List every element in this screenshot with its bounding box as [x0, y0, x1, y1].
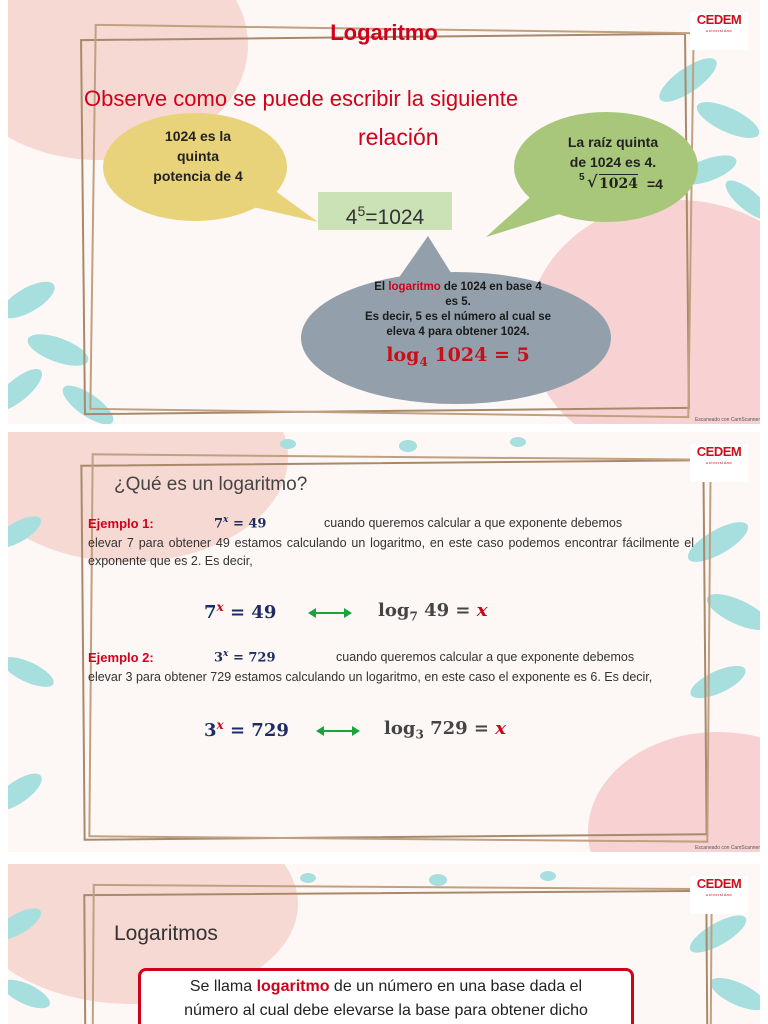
cedem-logo: CEDEM universidad	[690, 876, 748, 914]
double-arrow-icon	[308, 606, 352, 620]
bubble-right-text: La raíz quinta de 1024 es 4. 5 √ 1024 =4	[567, 134, 663, 192]
example-1-block: Ejemplo 1: $7^x = 49$ cuando queremos calcular a que exponente debemos elevar 7 para obtener 49 estamos calculando un logaritmo, en este caso podemos encontrar fácilmente el exponente que es 2. Es decir,	[88, 515, 694, 568]
example-2-block: Ejemplo 2: $3^x = 729$ cuando queremos calcular a que exponente debemos elevar 3 para obtener 729 estamos calculando un logaritmo, en este caso el exponente es 6. Es decir,	[88, 650, 694, 686]
example-2-log-eq: $\log_3 729 = x$	[384, 718, 506, 742]
example-1-equations	[204, 600, 624, 628]
slide-1	[8, 0, 760, 424]
example-2-inline-eq: $3^x = 729$	[214, 649, 276, 666]
cedem-logo: CEDEM universidad	[690, 444, 748, 482]
leaf-decoration-icon	[8, 884, 68, 1024]
example-2-power-eq: $3^x = 729$	[204, 718, 289, 741]
slide-title: Logaritmo	[330, 20, 438, 45]
power-equation-box: $4^5=1024$	[318, 192, 452, 230]
leaf-decoration-icon	[8, 472, 78, 852]
example-1-text: elevar 7 para obtener 49 estamos calculando un logaritmo, en este caso podemos encontrar fácilmente el exponente que es 2. Es decir,	[88, 536, 694, 568]
example-2-text: elevar 3 para obtener 729 estamos calculando un logaritmo, en este caso el exponente es 6. Es decir,	[88, 670, 653, 684]
cedem-logo: CEDEM universidad	[690, 12, 748, 50]
decorative-frame	[88, 453, 711, 842]
example-1-log-eq: $\log_7 49 = x$	[378, 600, 488, 624]
bubble-left-text: 1024 es la quinta potencia de 4	[153, 128, 243, 184]
slide-heading: ¿Qué es un logaritmo?	[114, 474, 308, 495]
definition-box: Se llama logaritmo de un número en una base dada el número al cual debe elevarse la base para obtener dicho	[138, 968, 634, 1024]
example-2-equations	[204, 718, 624, 746]
example-1-label: Ejemplo 1:	[88, 516, 154, 531]
double-arrow-icon	[316, 724, 360, 738]
bubble-bottom-text: El logaritmo de 1024 en base 4 es 5. Es decir, 5 es el número al cual se eleva 4 para obtener 1024. $\log_4 1024 = 5$	[364, 281, 552, 369]
relacion-text: relación	[358, 124, 439, 150]
observe-text: Observe como se puede escribir la siguiente	[84, 86, 519, 111]
scan-watermark: Escaneado con CamScanner	[694, 845, 760, 851]
example-2-label: Ejemplo 2:	[88, 650, 154, 665]
example-1-inline-eq: $7^x = 49$	[214, 515, 267, 532]
scan-watermark: Escaneado con CamScanner	[694, 417, 760, 423]
slide-2	[8, 432, 760, 852]
slide-3	[8, 864, 760, 1024]
slide-heading: Logaritmos	[114, 922, 218, 945]
example-1-power-eq: $7^x = 49$	[204, 600, 277, 623]
